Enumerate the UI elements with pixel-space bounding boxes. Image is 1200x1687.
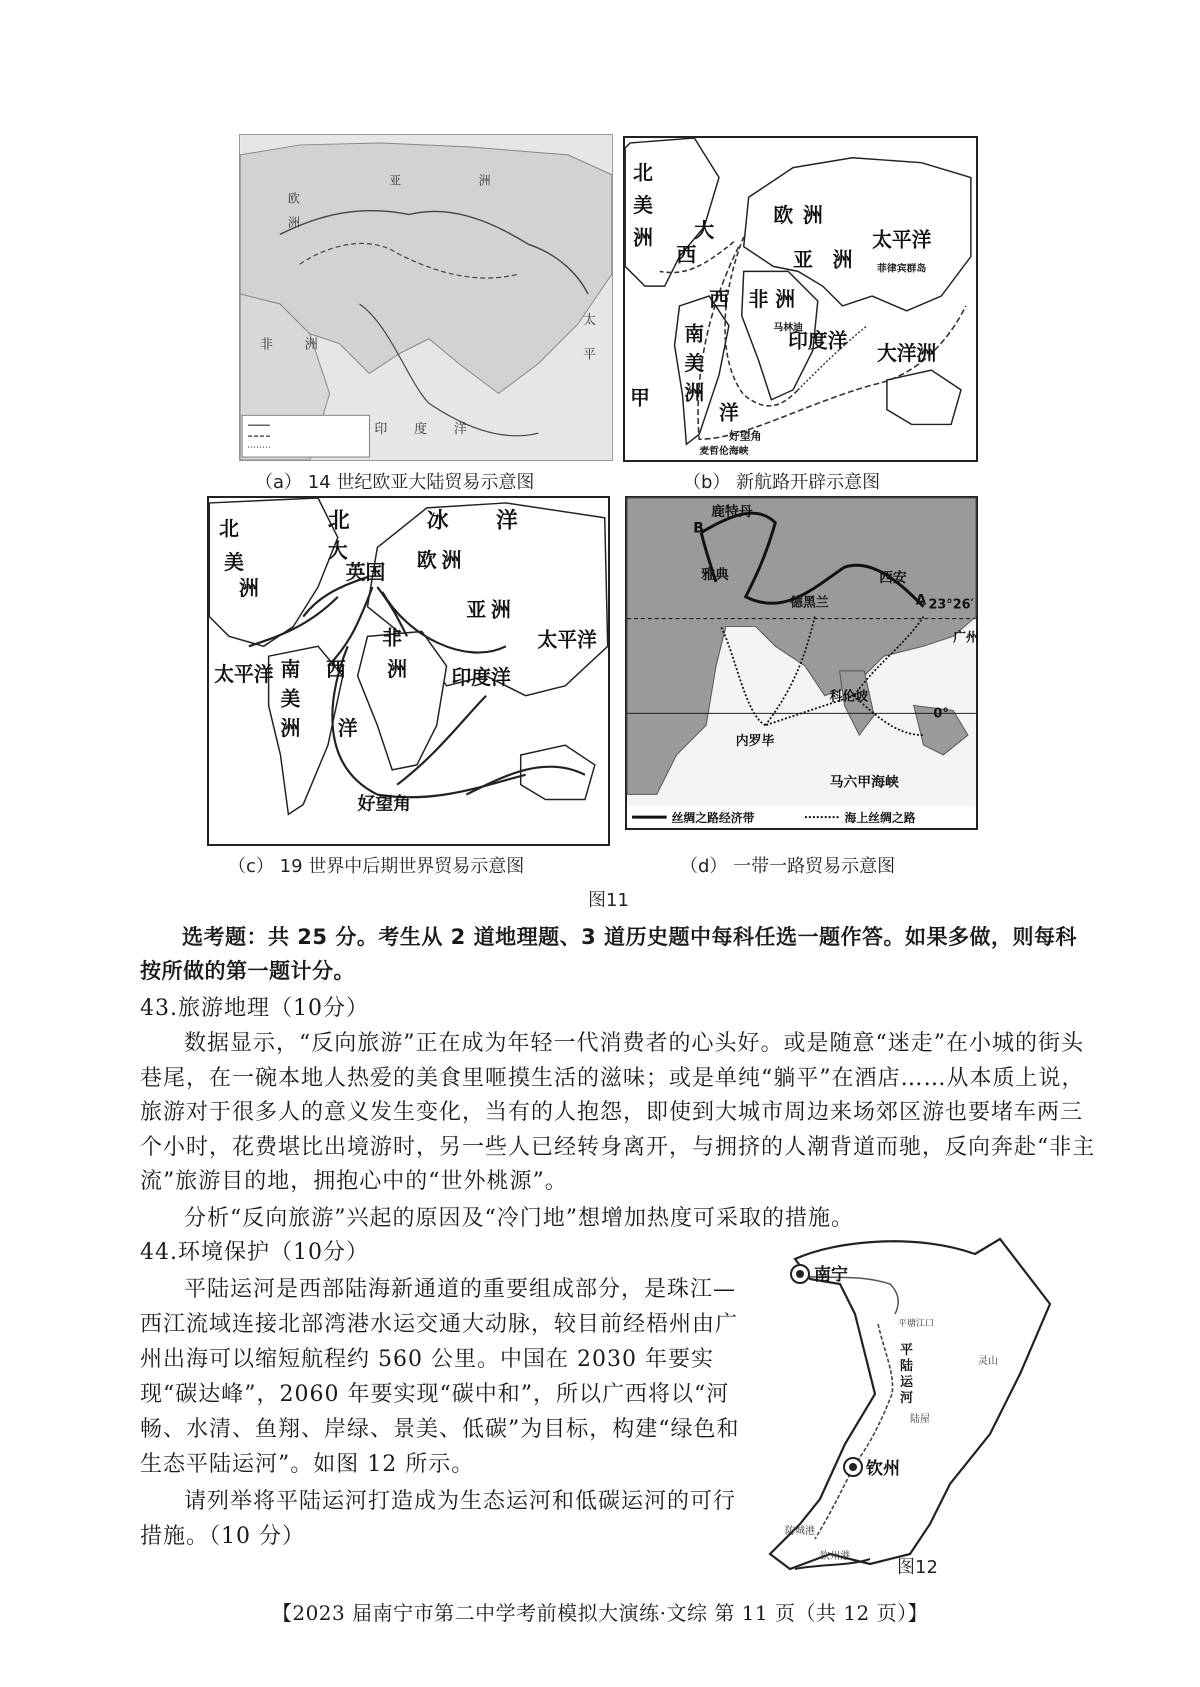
map-b-af: 非 (748, 287, 769, 311)
page-footer: 【2023 届南宁市第二中学考前模拟大演练·文综 第 11 页（共 12 页）】 (271, 1601, 929, 1625)
map-b-magellan: 麦哲伦海峡 (699, 446, 749, 458)
map-c-cape: 好望角 (357, 793, 411, 815)
map-d-legend-sea: 海上丝绸之路 (844, 811, 916, 826)
map-b-af2: 洲 (775, 287, 796, 311)
map-d-tehran: 德黑兰 (790, 595, 829, 611)
map-b-na3: 洲 (633, 226, 653, 250)
map-d-lat: 23°26′ (928, 597, 974, 613)
map-a-asia-label: 亚 (389, 173, 402, 188)
map-d-xian: 西安 (879, 569, 907, 586)
map-a-svg (240, 135, 612, 460)
map-d-point-b: B (693, 520, 704, 537)
map-c-pac-r: 太平洋 (537, 628, 597, 652)
map-d-colombo: 科伦坡 (829, 689, 869, 705)
caption-b: （b） 新航路开辟示意图 (683, 472, 881, 493)
map-b-asia2: 洲 (832, 248, 853, 272)
map-a-eurasia-trade (239, 134, 613, 461)
map-d-guangzhou: 广州 (953, 630, 979, 646)
fig12-lugan: 陆屋 (910, 1414, 930, 1425)
fig12-lingshan: 灵山 (978, 1356, 998, 1367)
map-a-africa-label: 非 (260, 337, 273, 353)
map-b-pac: 太平洋 (872, 228, 932, 252)
map-c-sa3: 洲 (280, 717, 301, 741)
map-c-eu2: 洲 (441, 549, 462, 573)
fig12-canal2: 陆 (900, 1359, 914, 1374)
map-b-sa3: 洲 (684, 381, 705, 405)
map-a-europe2-label: 洲 (287, 215, 300, 230)
map-c-na3: 洲 (238, 576, 259, 600)
map-c-eu: 欧 (416, 549, 437, 573)
fig12-nanning: 南宁 (814, 1265, 848, 1285)
map-d-svg (627, 498, 979, 828)
q43-body: 数据显示，“反向旅游”正在成为年轻一代消费者的心头好。或是随意“迷走”在小城的街头巷尾，在一碗本地人热爱的美食里咂摸生活的滋味；或是单纯“躺平”在酒店……从本质上说，旅游对于很多人的意义发生变化，当有的人抱怨，即使到大城市周边来场郊区游也要堵车两三个小时，花费堪比出境游时，另一些人已经转身离开，与拥挤的人潮背道而驰，反向奔赴“非主流”旅游目的地，拥抱心中的“世外桃源”。 (140, 1031, 1096, 1194)
caption-a: （a） 14 世纪欧亚大陆贸易示意图 (255, 472, 535, 493)
fig12-qinzhougang: 钦州港 (820, 1551, 850, 1562)
map-c-na1: 北 (219, 517, 239, 541)
map-b-svg (625, 138, 976, 460)
map-c-ice: 冰 (426, 508, 449, 534)
map-c-pac-l: 太平洋 (214, 662, 274, 686)
map-c-na2: 美 (224, 551, 244, 575)
fig12-svg (760, 1234, 1060, 1579)
map-d-rotterdam: 鹿特丹 (711, 503, 753, 520)
map-c-atl3: 洋 (337, 717, 358, 741)
figure-12-label: 图12 (897, 1557, 938, 1578)
figure-11-label: 图11 (588, 890, 629, 911)
optional-questions-intro: 选考题：共 25 分。考生从 2 道地理题、3 道历史题中每科任选一题作答。如果多做，则每科按所做的第一题计分。 (140, 925, 1077, 983)
map-d-point-a: A (915, 592, 927, 609)
map-b-oc: 大洋洲 (877, 342, 937, 366)
map-b-new-sea-routes (623, 136, 978, 462)
map-c-asia2: 洲 (491, 598, 511, 622)
map-b-atl2: 西 (709, 287, 729, 311)
map-b-sa1: 南 (684, 322, 705, 346)
map-b-eu2: 洲 (802, 203, 823, 227)
map-a-india-label: 印 (374, 422, 388, 438)
q43-question: 分析“反向旅游”兴起的原因及“冷门地”想增加热度可采取的措施。 (184, 1206, 854, 1231)
map-a-pacific-label: 太 (583, 312, 596, 328)
map-a-africa2-label: 洲 (304, 337, 318, 353)
map-b-b-jia: 西 (676, 243, 697, 267)
map-c-sa1: 南 (280, 657, 301, 681)
map-c-asia: 亚 (466, 598, 487, 622)
figure-12-map (760, 1234, 1060, 1579)
map-b-atl3: 洋 (719, 401, 739, 425)
fig12-pingtang: 平塘江口 (898, 1319, 935, 1329)
map-b-eu: 欧 (773, 203, 794, 227)
caption-c: （c） 19 世界中后期世界贸易示意图 (228, 856, 525, 877)
q43-title: 43.旅游地理（10分） (140, 996, 369, 1021)
caption-d: （d） 一带一路贸易示意图 (680, 856, 896, 877)
map-b-jia: 甲 (630, 386, 650, 410)
map-a-india3-label: 洋 (453, 422, 467, 438)
q44-body: 平陆运河是西部陆海新通道的重要组成部分，是珠江—西江流域连接北部湾港水运交通大动脉，较目前经梧州由广州出海可以缩短航程约 560 公里。中国在 2030 年要实现“碳达峰”，2060 年要实现“碳中和”，所以广西将以“河畅、水清、鱼翔、岸绿、景美、低碳”为目标，构建“绿色和生态平陆运河”。如图 12 所示。 (140, 1277, 740, 1477)
q44-question: 请列举将平陆运河打造成为生态运河和低碳运河的可行措施。（10 分） (140, 1489, 737, 1549)
map-c-world-trade-19c (207, 496, 610, 846)
map-c-atl1: 大 (327, 539, 348, 563)
map-a-pacific2-label: 平 (583, 347, 596, 363)
map-c-north: 北 (327, 508, 350, 534)
map-c-ocean: 洋 (495, 508, 518, 534)
map-b-malindi: 马林迪 (773, 322, 803, 334)
map-b-asia: 亚 (793, 248, 813, 272)
fig12-canal1: 平 (900, 1343, 914, 1358)
fig12-qinzhou: 钦州 (866, 1459, 900, 1479)
map-b-io: 印度洋 (788, 329, 848, 353)
map-c-atl2: 西 (325, 657, 346, 681)
fig12-canal3: 运 (900, 1375, 914, 1390)
map-d-belt-and-road (625, 496, 978, 830)
map-a-europe-label: 欧 (287, 191, 300, 206)
map-c-af: 非 (382, 626, 403, 650)
map-d-athens: 雅典 (701, 567, 729, 584)
map-b-sa2: 美 (684, 352, 705, 376)
map-a-asia2-label: 洲 (478, 173, 491, 188)
map-b-cape: 好望角 (728, 429, 762, 443)
map-b-atl1: 大 (694, 218, 715, 242)
fig12-fangcheng: 防城港 (785, 1526, 815, 1537)
map-b-philippines: 菲律宾群岛 (877, 263, 927, 275)
map-d-malacca: 马六甲海峡 (829, 774, 899, 791)
q44-title: 44.环境保护（10分） (140, 1240, 369, 1265)
map-c-af2: 洲 (387, 657, 408, 681)
map-c-io: 印度洋 (451, 665, 511, 689)
map-c-svg (209, 498, 608, 844)
map-b-na2: 美 (633, 194, 653, 218)
map-d-eq: 0° (933, 706, 949, 722)
map-b-na1: 北 (633, 161, 653, 185)
map-d-nairobi: 内罗毕 (735, 734, 775, 750)
map-c-uk: 英国 (345, 561, 386, 585)
fig12-canal4: 河 (900, 1391, 914, 1406)
map-d-legend-land: 丝绸之路经济带 (671, 811, 755, 826)
map-a-india2-label: 度 (414, 422, 427, 438)
map-c-sa2: 美 (280, 687, 301, 711)
